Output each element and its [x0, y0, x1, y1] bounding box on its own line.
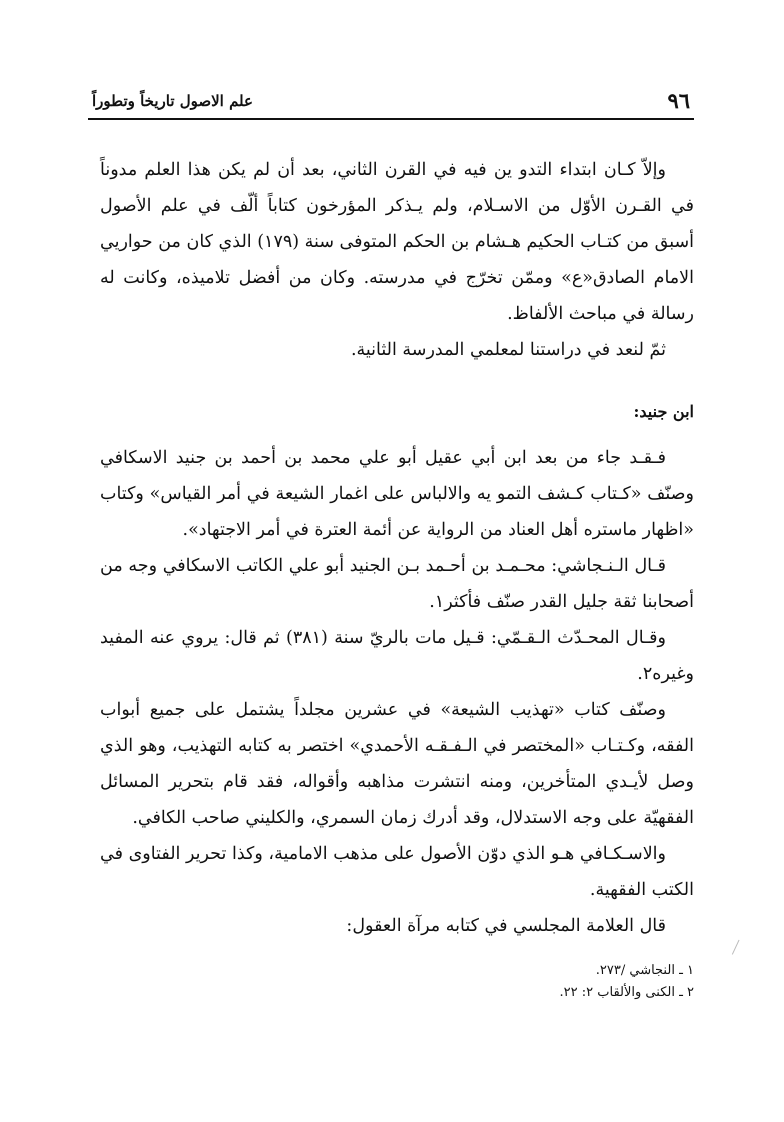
ibn-junayd-section	[100, 440, 694, 944]
footnote: ٢ ـ الكنى والألقاب ٢: ٢٢.	[559, 985, 694, 1000]
intro-section	[100, 152, 694, 368]
footnote: ١ ـ النجاشي /٢٧٣.	[595, 963, 694, 978]
paragraph: ثمّ لنعد في دراستنا لمعلمي المدرسة الثانية.	[350, 340, 666, 360]
paragraph: وقـال المحـدّث الـقـمّي: قـيل مات بالريّ سنة (٣٨١) ثم قال: يروي عنه المفيد وغيره٢.	[100, 628, 694, 684]
section-heading: ابن جنيد:	[633, 402, 694, 421]
paragraph: وإلاّ كـان ابتداء التدو ين فيه في القرن الثاني، بعد أن لم يكن هذا العلم مدوناً في القـرن الأوّل من الاسـلام، ولم يـذكر المؤرخون كتاباً ألّف في علم الأصول أسبق من كتـاب الحكيم هـشام بن الحكم المتوفى سنة (١٧٩) الذي كان من حواريي الامام الصادق«ع» وممّن تخرّج في مدرسته. وكان من أفضل تلاميذه، وكانت له رسالة في مباحث الألفاظ.	[100, 160, 695, 324]
paragraph: قال العلامة المجلسي في كتابه مرآة العقول:	[346, 916, 666, 936]
page-header	[88, 88, 694, 118]
paragraph: قـال الـنـجاشي: محـمـد بن أحـمد بـن الجنيد أبو علي الكاتب الاسكافي وجه من أصحابنا ثقة جليل القدر صنّف فأكثر١.	[100, 556, 694, 612]
running-title: علم الاصول تاريخاً وتطوراً	[92, 92, 253, 110]
paragraph: وصنّف كتاب «تهذيب الشيعة» في عشرين مجلداً يشتمل على جميع أبواب الفقه، وكـتـاب «المختصر في الـفـقـه الأحمدي» اختصر به كتابه التهذيب، وهو الذي وصل لأيـدي المتأخرين، ومنه انتشرت مذاهبه وأقواله، فقد قام بتحرير المسائل الفقهيّة على وجه الاستدلال، وقد أدرك زمان السمري، والكليني صاحب الكافي.	[100, 700, 694, 828]
scan-mark	[732, 940, 743, 957]
footnotes	[400, 960, 694, 1004]
page-number: ٩٦	[667, 88, 690, 113]
paragraph: فـقـد جاء من بعد ابن أبي عقيل أبو علي محمد بن أحمد بن جنيد الاسكافي وصنّف «كـتاب كـشف التمو يه والالباس على اغمار الشيعة في أمر القياس» وكتاب «اظهار ماستره أهل العناد من الرواية عن أئمة العترة في أمر الاجتهاد».	[100, 448, 694, 540]
header-rule	[88, 118, 694, 120]
paragraph: والاسـكـافي هـو الذي دوّن الأصول على مذهب الامامية، وكذا تحرير الفتاوى في الكتب الفقهية.	[100, 844, 694, 900]
